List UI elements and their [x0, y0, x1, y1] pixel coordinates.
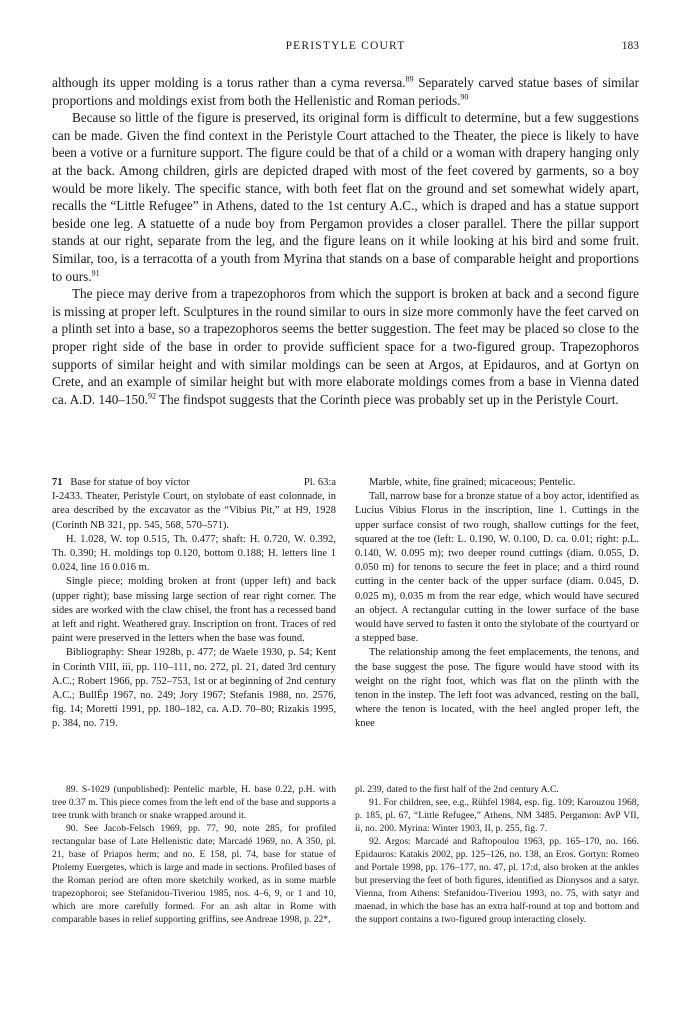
footnotes-left-column: [52, 783, 336, 926]
catalog-condition: Single piece; molding broken at front (upper left) and back (upper right); base missing large section of rear right corner. The sides are worked with the claw chisel, the front has a recessed band at left and right. Weathered gray. Inscription on front. Traces of red paint were preserved in the letters when the base was found.: [52, 576, 336, 645]
catalog-right-column: [355, 476, 639, 732]
footnote-90-continued: pl. 239, dated to the first half of the 2nd century A.C.: [355, 784, 559, 795]
footnote-ref-91[interactable]: 91: [91, 268, 100, 278]
footnote-ref-89[interactable]: 89: [405, 74, 414, 84]
footnote-ref-90[interactable]: 90: [460, 92, 469, 102]
footnote-89: 89. S-1029 (unpublished): Pentelic marble, H. base 0.22, p.H. with tree 0.37 m. This piece comes from the left end of the base and supports a tree trunk with branch or snake wrapped around it.: [52, 784, 336, 821]
catalog-heading: [52, 476, 336, 490]
catalog-material: Marble, white, fine grained; micaceous; Pentelic.: [369, 477, 576, 488]
running-title: PERISTYLE COURT: [285, 40, 406, 52]
paragraph-1: although its upper molding is a torus rather than a cyma reversa.$^{89}$ Separately carved statue bases of similar proportions and moldings exist from both the Hellenistic and Roman periods.$^{90}$: [52, 74, 639, 108]
catalog-description: Tall, narrow base for a bronze statue of a boy actor, identified as Lucius Vibius Florus in the inscription, line 1. Cuttings in the upper surface consist of two rough, shallow cuttings for the feet, squared at the toe (left: L. 0.190, W. 0.100, D. ca. 0.01; right: p.L. 0.140, W. 0.095 m); two deeper round cuttings (diam. 0.055, D. 0.050 m) for tenons to secure the feet in place; and a third round cutting in the center back of the upper surface (diam. 0.045, D. 0.025 m), 0.035 m from the rear edge, which would have secured an object. A rectangular cutting in the lower surface of the base would have served to fasten it onto the stylobate of the courtyard or a stepped base.: [355, 491, 640, 645]
catalog-dimensions: H. 1.028, W. top 0.515, Th. 0.477; shaft: H. 0.720, W. 0.392, Th. 0.390; H. moldings top 0.120, bottom 0.188; H. letters line 1 0.024, line 16 0.016 m.: [52, 533, 336, 574]
footnote-92: 92. Argos: Marcadé and Raftopoulou 1963, pp. 165–170, no. 166. Epidauros: Katakis 2002, pp. 125–126, no. 138, an Eros. Gortyn: Romeo and Portale 1998, pp. 176–177, no. 47, pl. 17:d, also broken at the ankles but preserving the feet of both figures, identified as Dionysos and a satyr. Vienna, from Athens: Stefanidou-Tiveriou 1993, no. 75, with satyr and maenad, in which the base has an extra half-round at top and bottom and the support contains a two-figured group interacting closely.: [355, 836, 639, 925]
paragraph-3: The piece may derive from a trapezophoros from which the support is broken at back and a second figure is missing at proper left. Sculptures in the round similar to ours in size more commonly have the feet carved on a plinth set into a base, so a trapezophoros seems the better suggestion. The feet may be placed so close to the proper right side of the base in order to provide sufficient space for a two-figured group. Trapezophoros supports of similar height and with similar moldings can be seen at Argos, at Epidauros, and at Gortyn on Crete, and an example of similar height but with more elaborate moldings comes from a base in Vienna dated ca. A.D. 140–150.92 The findspot suggests that the Corinth piece was probably set up in the Peristyle Court.: [52, 286, 639, 407]
footnote-ref-92[interactable]: 92: [147, 391, 156, 401]
page-number: 183: [621, 40, 639, 52]
footnotes-right-column: [355, 783, 639, 926]
running-header: [52, 40, 639, 56]
catalog-bibliography: Bibliography: Shear 1928b, p. 477; de Waele 1930, p. 54; Kent in Corinth VIII, iii, pp. 110–111, no. 272, pl. 21, dated 3rd century A.C.; Robert 1966, pp. 752–753, 1st or at beginning of 2nd century A.C.; BullÉp 1967, no. 249; Jory 1967; Stefanis 1988, no. 2576, fig. 14; Moretti 1991, pp. 180–182, ca. A.D. 70–80; Rizakis 1995, p. 384, no. 719.: [52, 647, 336, 730]
catalog-title: Base for statue of boy victor: [70, 477, 190, 488]
footnote-90: 90. See Jacob-Felsch 1969, pp. 77, 90, note 285, for profiled rectangular base of Late Hellenistic date; Marcadé 1969, no. A 350, pl. 21, base of Priapos herm; and no. E 158, pl. 74, base for statue of Ptolemy Euergetes, which is large and made in sections. Profiled bases of the Roman period are often more sketchily worked, as in some marble trapezophoroi; see Stefanidou-Tiveriou 1985, nos. 4–6, 9, or 1 and 10, which are more carefully formed. For an ash altar in Rome with comparable bases in relief supporting griffins, see Andreae 1998, p. 22*,: [52, 823, 336, 925]
plate-reference[interactable]: Pl. 63:a: [303, 477, 336, 488]
catalog-number: 71: [52, 477, 63, 488]
catalog-left-column: [52, 476, 336, 732]
catalog-inventory: I-2433. Theater, Peristyle Court, on stylobate of east colonnade, in area described by the excavator as the “Vibius Pit,” at H9, 1928 (Corinth NB 321, pp. 545, 568, 570–571).: [52, 491, 336, 531]
paragraph-2: Because so little of the figure is preserved, its original form is difficult to determine, but a few suggestions can be made. Given the find context in the Peristyle Court attached to the Theater, the piece is likely to have been a votive or a furniture support. The figure could be that of a child or a woman with drapery hanging only at the back. Among children, girls are depicted draped with most of the feet covered by garments, so a boy would be more likely. The specific stance, with both feet flat on the ground and set somewhat widely apart, recalls the “Little Refugee” in Athens, dated to the 1st century A.C., which is draped and has a statue support beside one leg. A statuette of a nude boy from Pergamon provides a closer parallel. There the pillar support stands at our right, separate from the leg, and the figure leans on it while looking at his bird and some fruit. Similar, too, is a terracotta of a youth from Myrina that stands on a base of comparable height and proportions to ours.$^{91}$: [52, 110, 639, 284]
footnote-91: 91. For children, see, e.g., Rühfel 1984, esp. fig. 109; Karouzou 1968, p. 185, pl. 67, “Little Refugee,” Athens, NM 3485. Pergamon: AvP VII, ii, no. 200. Myrina: Winter 1903, II, p. 255, fig. 7.: [355, 797, 639, 834]
catalog-pose: The relationship among the feet emplacements, the tenons, and the base suggest the pose. The figure would have stood with its weight on the right foot, which was flat on the plinth with the tenon in the instep. The left foot was advanced, resting on the ball, where the tenon is located, with the heel angled proper left, the knee: [355, 647, 639, 730]
main-text: [52, 74, 639, 408]
